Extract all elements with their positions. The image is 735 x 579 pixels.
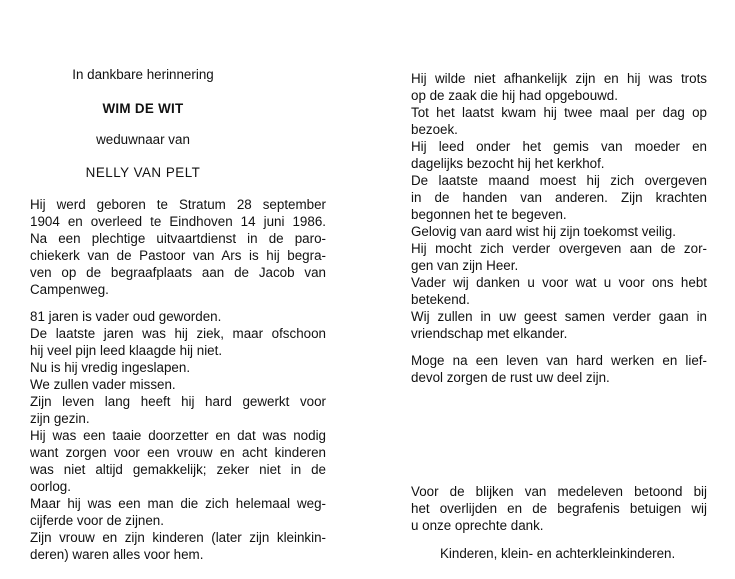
text-line: Wij zullen in uw geest samen verder gaan in [411,309,707,324]
text-line: bezoek. [411,122,458,137]
text-line: gen van zijn Heer. [411,258,519,273]
text-line: was niet altijd gemakkelijk; zeker niet in de [30,462,326,477]
text-line: ven op de begraafplaats aan de Jacob van [30,265,326,280]
text-line: 1904 en overleed te Eindhoven 14 juni 1986. [30,214,326,229]
text-line: De laatste maand moest hij zich overgeven [411,173,707,188]
text-line: in de handen van anderen. Zijn krachten [411,190,707,205]
text-line: Hij mocht zich verder overgeven aan de zor- [411,241,707,256]
text-line: dagelijks bezocht hij het kerkhof. [411,156,605,171]
family-signature: Kinderen, klein- en achterkleinkinderen. [440,546,676,561]
deceased-name: WIM DE WIT [102,101,184,116]
text-line: betekend. [411,292,470,307]
text-line: chiekerk van de Pastoor van Ars is hij begra- [30,248,326,263]
text-line: Hij wilde niet afhankelijk zijn en hij was trots [411,71,707,86]
text-line: Maar hij was een man die zich helemaal weg- [30,496,326,511]
text-line: cijferde voor de zijnen. [30,513,164,528]
text-line: devol zorgen de rust uw deel zijn. [411,370,610,385]
text-line: 81 jaren is vader oud geworden. [30,309,222,324]
text-line: begonnen het te begeven. [411,207,567,222]
text-line: het overlijden en de begrafenis betuigen wij [411,501,707,516]
text-line: hij veel pijn leed klaagde hij niet. [30,343,223,358]
text-line: u onze oprechte dank. [411,518,544,533]
in-memory-heading: In dankbare herinnering [72,67,214,82]
widower-of-label: weduwnaar van [96,132,190,147]
text-line: Hij was een taaie doorzetter en dat was nodig [30,428,326,443]
text-line: Zijn leven lang heeft hij hard gewerkt voor [30,394,326,409]
text-line: zijn gezin. [30,411,90,426]
text-line: Tot het laatst kwam hij twee maal per dag op [411,105,707,120]
text-line: Campenweg. [30,282,109,297]
text-line: Na een plechtige uitvaartdienst in de paro- [30,231,326,246]
text-line: Zijn vrouw en zijn kinderen (later zijn kleinkin- [30,530,326,545]
text-line: Moge na een leven van hard werken en lief- [411,353,707,368]
text-line: Vader wij danken u voor wat u voor ons hebt [411,275,707,290]
spouse-name: NELLY VAN PELT [85,165,201,180]
text-line: Hij leed onder het gemis van moeder en [411,139,707,154]
text-line: Gelovig van aard wist hij zijn toekomst veilig. [411,224,676,239]
text-line: op de zaak die hij had opgebouwd. [411,88,618,103]
text-line: Hij werd geboren te Stratum 28 september [30,197,326,212]
text-line: We zullen vader missen. [30,377,176,392]
text-line: Nu is hij vredig ingeslapen. [30,360,191,375]
text-line: oorlog. [30,479,71,494]
text-line: want zorgen voor een vrouw en acht kinderen [30,445,326,460]
text-line: De laatste jaren was hij ziek, maar ofschoon [30,326,326,341]
text-line: Voor de blijken van medeleven betoond bij [411,484,707,499]
text-line: deren) waren alles voor hem. [30,547,204,562]
text-line: vriendschap met elkander. [411,326,568,341]
